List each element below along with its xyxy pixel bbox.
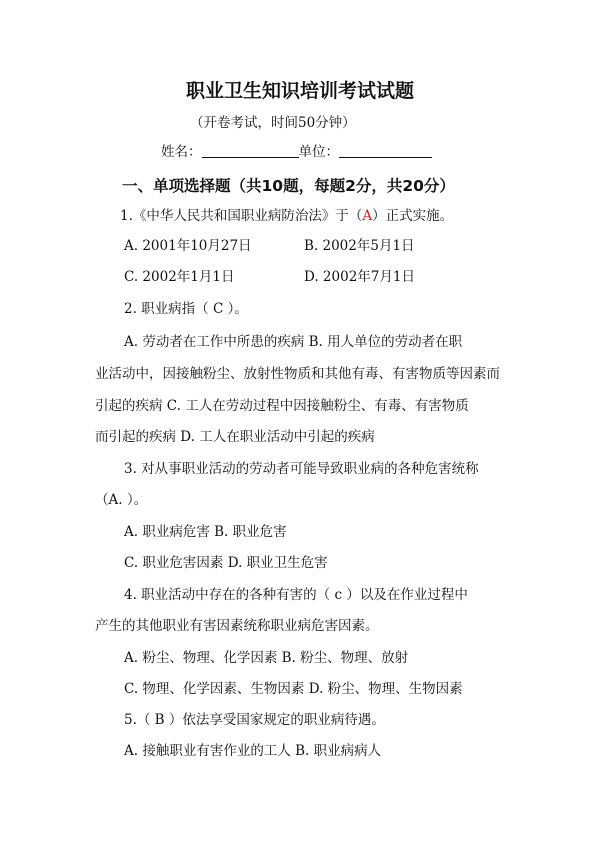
name-label: 姓名： [161,144,202,160]
exam-subtitle: （开卷考试，时间50分钟） [190,115,356,131]
question-1-stem [120,207,453,225]
section-heading: 一、单项选择题（共10题，每题2分，共20分） [122,177,455,195]
exam-title: 职业卫生知识培训考试试题 [185,80,414,102]
question-5-stem: 5.（ B ）依法享受国家规定的职业病待遇。 [124,712,385,728]
unit-blank[interactable] [339,143,432,158]
question-3-stem-2: （A. ）。 [95,492,148,508]
question-2-stem: 2. 职业病指（ C ）。 [124,301,248,317]
question-1-option-d: D. 2002年7月1日 [304,269,415,285]
question-1-option-c: C. 2002年1月1日 [124,269,235,285]
question-1-option-a: A. 2001年10月27日 [124,238,252,254]
name-blank[interactable] [202,143,299,158]
question-1-option-b: B. 2002年5月1日 [304,238,415,254]
question-4-options-ab: A. 粉尘、物理、化学因素 B. 粉尘、物理、放射 [124,650,409,666]
unit-label: 单位： [298,144,339,160]
question-4-options-cd: C. 物理、化学因素、生物因素 D. 粉尘、物理、生物因素 [124,681,463,697]
question-2-line-3: 引起的疾病 C. 工人在劳动过程中因接触粉尘、有毒、有害物质 [95,398,469,414]
question-4-stem-2: 产生的其他职业有害因素统称职业病危害因素。 [95,618,379,634]
question-5-options-ab: A. 接触职业有害作业的工人 B. 职业病病人 [124,743,382,759]
question-1-suffix: ）正式实施。 [372,208,454,224]
question-3-options-ab: A. 职业病危害 B. 职业危害 [124,524,287,540]
name-row [161,143,432,161]
question-2-line-2: 业活动中，因接触粉尘、放射性物质和其他有毒、有害物质等因素而 [95,366,500,382]
question-1-answer: A [362,208,373,224]
question-3-stem-1: 3. 对从事职业活动的劳动者可能导致职业病的各种危害统称 [124,461,479,477]
question-4-stem-1: 4. 职业活动中存在的各种有害的（ c ）以及在作业过程中 [124,587,468,603]
question-2-line-4: 而引起的疾病 D. 工人在职业活动中引起的疾病 [95,429,375,445]
question-3-options-cd: C. 职业危害因素 D. 职业卫生危害 [124,555,328,571]
question-1-prefix: 1.《中华人民共和国职业病防治法》于（ [120,208,363,224]
question-2-line-1: A. 劳动者在工作中所患的疾病 B. 用人单位的劳动者在职 [124,334,463,350]
